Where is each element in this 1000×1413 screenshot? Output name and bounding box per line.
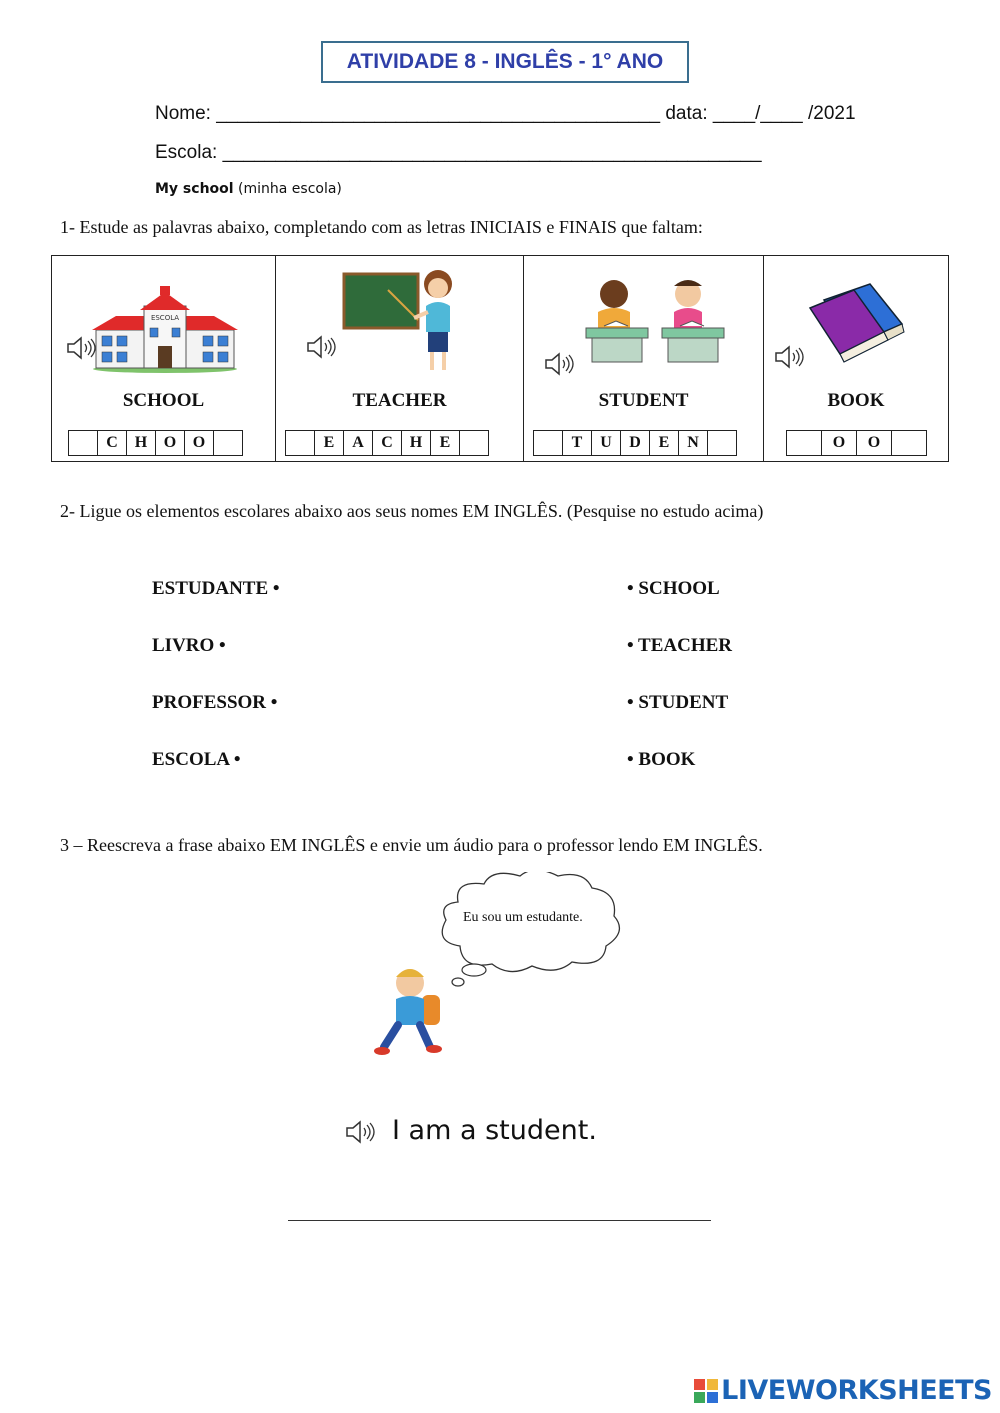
instruction-2: 2- Ligue os elementos escolares abaixo aos seus nomes EM INGLÊS. (Pesquise no estudo acima)	[60, 501, 764, 521]
match-left-escola[interactable]: ESCOLA •	[152, 749, 241, 770]
letter-box: C	[372, 430, 402, 456]
letter-boxes-school	[68, 430, 242, 456]
letter-box: A	[343, 430, 373, 456]
letter-box: U	[591, 430, 621, 456]
brand-name: LIVEWORKSHEETS	[721, 1375, 992, 1406]
match-left-livro[interactable]: LIVRO •	[152, 635, 226, 656]
answer-line[interactable]	[288, 1220, 711, 1221]
letter-boxes-student	[533, 430, 736, 456]
letter-box: E	[649, 430, 679, 456]
letter-box: C	[97, 430, 127, 456]
card-student	[524, 256, 764, 461]
instruction-3: 3 – Reescreva a frase abaixo EM INGLÊS e envie um áudio para o professor lendo EM INGLÊS.	[60, 835, 763, 855]
english-phrase: I am a student.	[392, 1115, 597, 1146]
nome-line[interactable]: __________________________________________	[216, 103, 661, 124]
letter-box: H	[401, 430, 431, 456]
school-sign-text: ESCOLA	[150, 314, 180, 322]
my-school-translation: (minha escola)	[238, 181, 342, 197]
thought-bubble-icon	[428, 872, 634, 990]
letter-box: N	[678, 430, 708, 456]
nome-label: Nome:	[155, 103, 211, 124]
letter-box[interactable]	[285, 430, 315, 456]
book-icon	[806, 280, 906, 366]
match-left-estudante[interactable]: ESTUDANTE •	[152, 578, 280, 599]
card-word-book: BOOK	[827, 390, 885, 411]
match-left-professor[interactable]: PROFESSOR •	[152, 692, 278, 713]
letter-boxes-book	[786, 430, 926, 456]
speaker-icon[interactable]	[774, 345, 804, 369]
letter-box[interactable]	[459, 430, 489, 456]
letter-box: O	[856, 430, 892, 456]
letter-box[interactable]	[786, 430, 822, 456]
letter-box[interactable]	[707, 430, 737, 456]
speaker-icon[interactable]	[544, 352, 574, 376]
escola-line[interactable]: ___________________________________________________	[222, 142, 762, 163]
thought-text: Eu sou um estudante.	[463, 910, 583, 925]
match-right-teacher[interactable]: • TEACHER	[627, 635, 733, 656]
match-right-school[interactable]: • SCHOOL	[627, 578, 720, 599]
my-school-row	[155, 181, 342, 197]
card-school	[52, 256, 276, 461]
card-word-teacher: TEACHER	[352, 390, 447, 411]
vocabulary-cards	[51, 255, 949, 462]
card-teacher	[276, 256, 524, 461]
data-label: data:	[665, 103, 708, 124]
letter-box[interactable]	[68, 430, 98, 456]
boy-student-icon	[370, 965, 450, 1061]
teacher-icon	[342, 262, 462, 374]
letter-box: D	[620, 430, 650, 456]
letter-boxes-teacher	[285, 430, 488, 456]
liveworksheets-logo-icon	[693, 1378, 719, 1404]
match-right-book[interactable]: • BOOK	[627, 749, 696, 770]
letter-box[interactable]	[213, 430, 243, 456]
page-title: ATIVIDADE 8 - INGLÊS - 1° ANO	[346, 50, 664, 73]
instruction-1: 1- Estude as palavras abaixo, completando com as letras INICIAIS e FINAIS que faltam:	[60, 217, 703, 237]
escola-row	[155, 142, 762, 164]
nome-row	[155, 103, 856, 125]
letter-box: T	[562, 430, 592, 456]
students-icon	[582, 272, 732, 372]
letter-box: O	[821, 430, 857, 456]
data-line[interactable]: ____/____ /2021	[712, 103, 856, 124]
title-box	[321, 41, 689, 83]
my-school-heading: My school	[155, 181, 234, 197]
speaker-icon[interactable]	[306, 335, 336, 359]
letter-box: E	[430, 430, 460, 456]
match-right-student[interactable]: • STUDENT	[627, 692, 729, 713]
letter-box[interactable]	[533, 430, 563, 456]
letter-box: H	[126, 430, 156, 456]
liveworksheets-brand	[693, 1375, 992, 1406]
school-building-icon	[90, 284, 240, 374]
letter-box: E	[314, 430, 344, 456]
card-word-school: SCHOOL	[122, 390, 205, 411]
letter-box[interactable]	[891, 430, 927, 456]
escola-label: Escola:	[155, 142, 218, 163]
letter-box: O	[155, 430, 185, 456]
card-word-student: STUDENT	[598, 390, 689, 411]
speaker-icon[interactable]	[345, 1120, 375, 1144]
letter-box: O	[184, 430, 214, 456]
card-book	[764, 256, 948, 461]
